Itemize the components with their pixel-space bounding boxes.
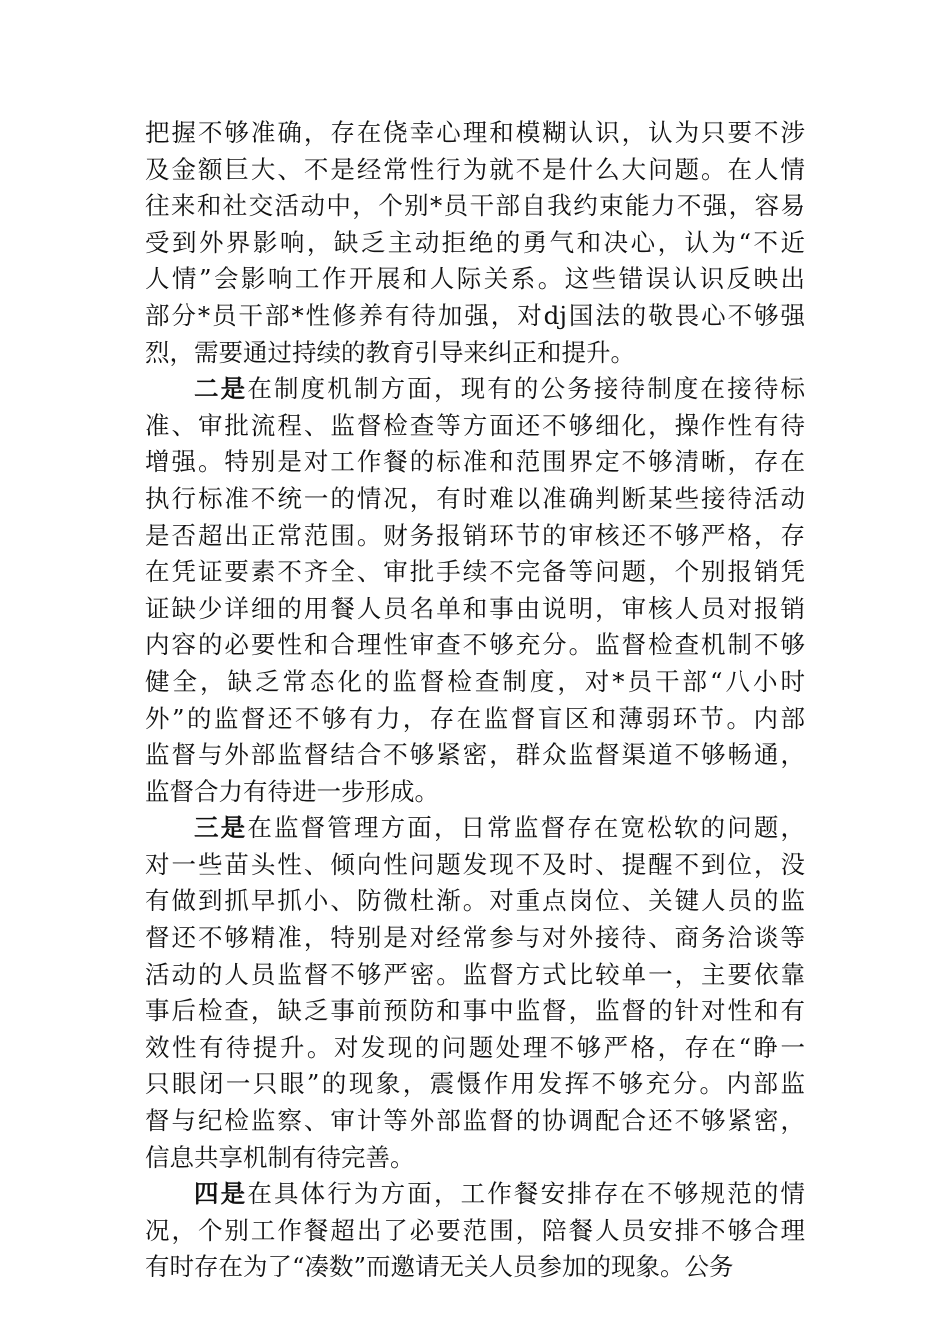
line-text: 效性有待提升。对发现的问题处理不够严格，存在“睁一 xyxy=(145,1032,805,1062)
text-line xyxy=(145,481,805,518)
text-line xyxy=(145,444,805,481)
line-text: 在凭证要素不齐全、审批手续不完备等问题，个别报销凭 xyxy=(145,557,805,587)
line-text: 人情”会影响工作开展和人际关系。这些错误认识反映出 xyxy=(145,264,805,294)
line-text: 部分*员干部*性修养有待加强，对dj国法的敬畏心不够强 xyxy=(145,300,805,330)
text-line xyxy=(145,554,805,591)
line-text: 督还不够精准，特别是对经常参与对外接待、商务洽谈等 xyxy=(145,923,805,953)
line-text: 事后检查，缺乏事前预防和事中监督，监督的针对性和有 xyxy=(145,996,805,1026)
line-text: 有做到抓早抓小、防微杜渐。对重点岗位、关键人员的监 xyxy=(145,886,805,916)
line-text: 把握不够准确，存在侥幸心理和模糊认识，认为只要不涉 xyxy=(145,118,805,147)
text-line xyxy=(145,371,805,408)
line-text: 在监督管理方面，日常监督存在宽松软的问题， xyxy=(247,813,806,843)
text-line xyxy=(145,591,805,628)
text-line xyxy=(145,1030,805,1067)
line-text: 烈，需要通过持续的教育引导来纠正和提升。 xyxy=(145,337,635,367)
paragraph-p1 xyxy=(145,115,805,371)
line-text: 健全，缺乏常态化的监督检查制度，对*员干部“八小时 xyxy=(145,666,805,696)
text-line xyxy=(145,1140,805,1177)
text-line xyxy=(145,883,805,920)
text-line xyxy=(145,1176,805,1213)
text-line xyxy=(145,957,805,994)
paragraph-lead: 四是 xyxy=(194,1179,248,1209)
line-text: 有时存在为了“凑数”而邀请无关人员参加的现象。公务 xyxy=(145,1252,734,1282)
text-line xyxy=(145,993,805,1030)
text-line xyxy=(145,298,805,335)
document-body xyxy=(145,115,805,1286)
paragraph-lead: 二是 xyxy=(194,374,248,404)
line-text: 监督合力有待进一步形成。 xyxy=(145,776,439,806)
line-text: 监督与外部监督结合不够紧密，群众监督渠道不够畅通， xyxy=(145,740,805,770)
line-text: 往来和社交活动中，个别*员干部自我约束能力不强，容易 xyxy=(145,191,805,221)
line-text: 内容的必要性和合理性审查不够充分。监督检查机制不够 xyxy=(145,630,805,660)
paragraph-p3 xyxy=(145,810,805,1176)
text-line xyxy=(145,810,805,847)
paragraph-p4 xyxy=(145,1176,805,1286)
line-text: 活动的人员监督不够严密。监督方式比较单一，主要依靠 xyxy=(145,959,805,989)
text-line xyxy=(145,664,805,701)
text-line xyxy=(145,737,805,774)
line-text: 执行标准不统一的情况，有时难以准确判断某些接待活动 xyxy=(145,483,805,513)
text-line xyxy=(145,627,805,664)
text-line xyxy=(145,225,805,262)
paragraph-p2 xyxy=(145,371,805,810)
text-line xyxy=(145,152,805,189)
line-text: 信息共享机制有待完善。 xyxy=(145,1142,415,1172)
text-line xyxy=(145,1249,805,1286)
text-line xyxy=(145,115,805,152)
text-line xyxy=(145,1213,805,1250)
line-text: 督与纪检监察、审计等外部监督的协调配合还不够紧密， xyxy=(145,1106,805,1136)
text-line xyxy=(145,188,805,225)
text-line xyxy=(145,408,805,445)
text-line xyxy=(145,1103,805,1140)
line-text: 是否超出正常范围。财务报销环节的审核还不够严格，存 xyxy=(145,520,805,550)
line-text: 只眼闭一只眼”的现象，震慑作用发挥不够充分。内部监 xyxy=(145,1069,805,1099)
line-text: 证缺少详细的用餐人员名单和事由说明，审核人员对报销 xyxy=(145,593,805,623)
text-line xyxy=(145,701,805,738)
text-line xyxy=(145,774,805,811)
text-line xyxy=(145,1066,805,1103)
line-text: 受到外界影响，缺乏主动拒绝的勇气和决心，认为“不近 xyxy=(145,227,805,257)
line-text: 增强。特别是对工作餐的标准和范围界定不够清晰，存在 xyxy=(145,447,805,477)
line-text: 况，个别工作餐超出了必要范围，陪餐人员安排不够合理 xyxy=(145,1215,805,1245)
line-text: 在具体行为方面，工作餐安排存在不够规范的情 xyxy=(247,1179,806,1209)
text-line xyxy=(145,920,805,957)
line-text: 准、审批流程、监督检查等方面还不够细化，操作性有待 xyxy=(145,410,805,440)
text-line xyxy=(145,261,805,298)
line-text: 在制度机制方面，现有的公务接待制度在接待标 xyxy=(247,374,806,404)
paragraph-lead: 三是 xyxy=(194,813,248,843)
line-text: 外”的监督还不够有力，存在监督盲区和薄弱环节。内部 xyxy=(145,703,805,733)
text-line xyxy=(145,847,805,884)
line-text: 对一些苗头性、倾向性问题发现不及时、提醒不到位，没 xyxy=(145,849,805,879)
line-text: 及金额巨大、不是经常性行为就不是什么大问题。在人情 xyxy=(145,154,805,184)
text-line xyxy=(145,518,805,555)
text-line xyxy=(145,335,805,372)
